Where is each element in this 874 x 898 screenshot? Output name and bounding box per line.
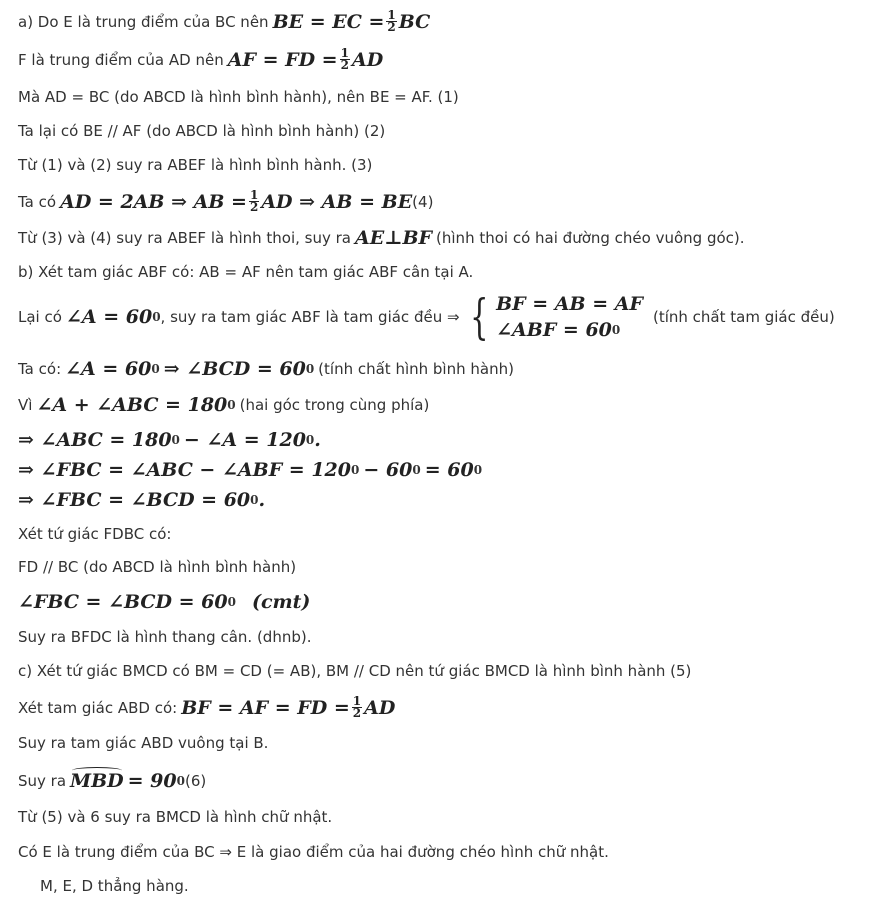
math: ∠A = 60 bbox=[65, 306, 153, 328]
math: = 60 bbox=[424, 459, 474, 481]
line-1 bbox=[18, 10, 430, 33]
superscript: 0 bbox=[176, 774, 185, 788]
math: (cmt) bbox=[251, 591, 311, 613]
math: BF = AB = AF bbox=[496, 293, 643, 315]
math: ∠ABF = 60 bbox=[496, 319, 612, 341]
math: AF = FD = bbox=[227, 48, 338, 71]
text: Vì bbox=[18, 396, 33, 414]
line-3 bbox=[18, 87, 459, 107]
text: Mà AD = BC (do ABCD là hình bình hành), nên BE = AF. (1) bbox=[18, 88, 459, 106]
line-12 bbox=[18, 430, 321, 450]
text: Từ (1) và (2) suy ra ABEF là hình bình hành. (3) bbox=[18, 156, 373, 174]
text: (hai góc trong cùng phía) bbox=[239, 396, 430, 414]
text: Lại có bbox=[18, 308, 62, 326]
text: b) Xét tam giác ABF có: AB = AF nên tam giác ABF cân tại A. bbox=[18, 263, 474, 281]
text: a) Do E là trung điểm của BC nên bbox=[18, 12, 269, 31]
text: Từ (5) và 6 suy ra BMCD là hình chữ nhật. bbox=[18, 808, 333, 826]
text: (4) bbox=[412, 192, 434, 211]
text: Từ (3) và (4) suy ra ABEF là hình thoi, suy ra bbox=[18, 229, 352, 247]
brace: { bbox=[469, 289, 488, 345]
superscript: 0 bbox=[611, 323, 621, 337]
superscript: 0 bbox=[151, 362, 160, 376]
line-24 bbox=[18, 842, 609, 862]
superscript: 0 bbox=[305, 362, 315, 376]
math: − 60 bbox=[363, 459, 413, 481]
line-20 bbox=[18, 696, 395, 719]
line-10 bbox=[18, 359, 514, 379]
line-13 bbox=[18, 460, 482, 480]
line-23 bbox=[18, 807, 332, 827]
text: FD // BC (do ABCD là hình bình hành) bbox=[18, 558, 297, 576]
fraction-den: 2 bbox=[387, 20, 396, 34]
math: AD bbox=[351, 48, 384, 71]
fraction bbox=[386, 10, 396, 33]
math: − ∠A = 120 bbox=[183, 429, 306, 451]
math: AD bbox=[364, 696, 396, 719]
math: AE⊥BF bbox=[355, 227, 433, 249]
superscript: 0 bbox=[473, 463, 483, 477]
fraction-num: 1 bbox=[352, 694, 362, 708]
line-16 bbox=[18, 557, 296, 577]
fraction bbox=[249, 190, 259, 213]
fraction-num: 1 bbox=[249, 188, 259, 202]
math: ∠FBC = ∠BCD = 60 bbox=[18, 591, 228, 613]
superscript: 0 bbox=[305, 433, 315, 447]
text: F là trung điểm của AD nên bbox=[18, 50, 224, 69]
line-15 bbox=[18, 524, 171, 544]
line-7 bbox=[18, 228, 745, 248]
angle-hat: MBD bbox=[70, 770, 124, 792]
math: AD ⇒ AB = BE bbox=[261, 190, 413, 213]
text: Suy ra BFDC là hình thang cân. (dhnb). bbox=[18, 628, 312, 646]
fraction-den: 2 bbox=[352, 706, 362, 720]
fraction bbox=[352, 696, 362, 719]
text: M, E, D thẳng hàng. bbox=[40, 877, 189, 895]
line-18 bbox=[18, 627, 311, 647]
line-4 bbox=[18, 121, 385, 141]
line-22 bbox=[18, 771, 206, 791]
text: (hình thoi có hai đường chéo vuông góc). bbox=[436, 229, 745, 247]
math: . bbox=[314, 429, 321, 451]
text: Xét tam giác ABD có: bbox=[18, 698, 178, 717]
text: Suy ra tam giác ABD vuông tại B. bbox=[18, 734, 269, 752]
superscript: 0 bbox=[351, 463, 360, 477]
fraction-den: 2 bbox=[249, 200, 259, 214]
line-17 bbox=[18, 592, 310, 612]
math: = 90 bbox=[127, 770, 177, 792]
line-19 bbox=[18, 661, 691, 681]
math: ∠A = 60 bbox=[65, 358, 152, 380]
line-6 bbox=[18, 190, 433, 213]
math: . bbox=[258, 489, 266, 511]
text: Ta có: bbox=[18, 360, 62, 378]
superscript: 0 bbox=[227, 398, 236, 412]
line-14 bbox=[18, 490, 265, 510]
math: ⇒ ∠FBC = ∠ABC − ∠ABF = 120 bbox=[18, 459, 351, 481]
fraction-den: 2 bbox=[340, 58, 349, 72]
line-2 bbox=[18, 48, 383, 71]
fraction-num: 1 bbox=[340, 46, 349, 60]
line-21 bbox=[18, 733, 268, 753]
text: Có E là trung điểm của BC ⇒ E là giao điểm của hai đường chéo hình chữ nhật. bbox=[18, 843, 609, 861]
math: BE = EC = bbox=[272, 10, 385, 33]
line-25 bbox=[40, 876, 189, 896]
superscript: 0 bbox=[412, 463, 421, 477]
text: c) Xét tứ giác BMCD có BM = CD (= AB), BM // CD nên tứ giác BMCD là hình bình hành (5) bbox=[18, 662, 692, 680]
superscript: 0 bbox=[152, 310, 161, 324]
text: Xét tứ giác FDBC có: bbox=[18, 525, 172, 543]
math: ⇒ ∠FBC = ∠BCD = 60 bbox=[18, 489, 251, 511]
math: ∠A + ∠ABC = 180 bbox=[36, 394, 228, 416]
math: ⇒ ∠ABC = 180 bbox=[18, 429, 172, 451]
text: Ta lại có BE // AF (do ABCD là hình bình hành) (2) bbox=[18, 122, 386, 140]
line-11 bbox=[18, 395, 429, 415]
superscript: 0 bbox=[250, 493, 259, 507]
math: AD = 2AB ⇒ AB = bbox=[60, 190, 247, 213]
math: BF = AF = FD = bbox=[181, 696, 350, 719]
line-5 bbox=[18, 155, 372, 175]
fraction bbox=[340, 48, 350, 71]
text: (6) bbox=[184, 772, 207, 790]
fraction-num: 1 bbox=[387, 8, 396, 22]
superscript: 0 bbox=[227, 595, 236, 609]
line-8 bbox=[18, 262, 473, 282]
text: Suy ra bbox=[18, 772, 67, 790]
system-of-equations bbox=[464, 289, 643, 345]
math: BC bbox=[398, 10, 431, 33]
text: Ta có bbox=[18, 192, 57, 211]
text: (tính chất hình bình hành) bbox=[318, 360, 514, 378]
text: (tính chất tam giác đều) bbox=[652, 308, 835, 326]
math: ⇒ ∠BCD = 60 bbox=[163, 358, 306, 380]
superscript: 0 bbox=[171, 433, 180, 447]
text: , suy ra tam giác ABF là tam giác đều ⇒ bbox=[160, 308, 460, 326]
line-9 bbox=[18, 289, 835, 345]
